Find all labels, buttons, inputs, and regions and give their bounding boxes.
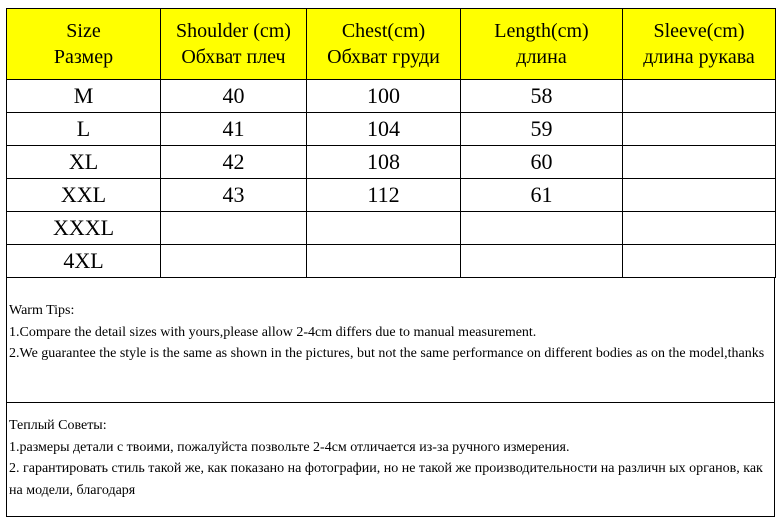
header-sleeve: Sleeve(cm) длина рукава: [623, 9, 776, 80]
cell-shoulder: 43: [161, 179, 307, 212]
cell-shoulder: [161, 212, 307, 245]
tips-line-1: 1.Compare the detail sizes with yours,please allow 2-4cm differs due to manual measurement.: [9, 324, 537, 340]
header-row: [7, 9, 776, 80]
table-row: [7, 212, 776, 245]
cell-chest: 104: [307, 113, 461, 146]
cell-sleeve: [623, 245, 776, 278]
tips-title: Warm Tips:: [9, 303, 75, 318]
cell-length: 61: [461, 179, 623, 212]
size-chart: [6, 8, 775, 517]
warm-tips-russian: [6, 403, 775, 517]
tips-line-1: 1.размеры детали с твоими, пожалуйста позвольте 2-4см отличается из-за ручного измерения.: [9, 439, 570, 455]
cell-size: XL: [7, 146, 161, 179]
table-row: [7, 80, 776, 113]
cell-length: 58: [461, 80, 623, 113]
header-shoulder: Shoulder (cm) Обхват плеч: [161, 9, 307, 80]
cell-sleeve: [623, 113, 776, 146]
cell-chest: [307, 212, 461, 245]
cell-size: XXXL: [7, 212, 161, 245]
header-length: Length(cm) длина: [461, 9, 623, 80]
cell-chest: 112: [307, 179, 461, 212]
cell-sleeve: [623, 80, 776, 113]
table-row: [7, 146, 776, 179]
cell-length: [461, 245, 623, 278]
warm-tips-english: [6, 278, 775, 403]
cell-length: 59: [461, 113, 623, 146]
tips-title: Теплый Советы:: [9, 418, 107, 433]
cell-chest: 100: [307, 80, 461, 113]
cell-size: M: [7, 80, 161, 113]
cell-sleeve: [623, 179, 776, 212]
cell-shoulder: 40: [161, 80, 307, 113]
cell-sleeve: [623, 146, 776, 179]
tips-line-2: 2. гарантировать стиль такой же, как показано на фотографии, но не такой же производительности на различн ых органов, как на модели, благодаря: [9, 461, 763, 498]
cell-chest: [307, 245, 461, 278]
cell-size: 4XL: [7, 245, 161, 278]
table-row: [7, 113, 776, 146]
cell-length: 60: [461, 146, 623, 179]
header-size: Size Размер: [7, 9, 161, 80]
cell-size: XXL: [7, 179, 161, 212]
cell-shoulder: 42: [161, 146, 307, 179]
cell-shoulder: [161, 245, 307, 278]
table-row: [7, 245, 776, 278]
size-table: [6, 8, 776, 278]
table-row: [7, 179, 776, 212]
tips-line-2: 2.We guarantee the style is the same as shown in the pictures, but not the same performance on different bodies as on the model,thanks: [9, 346, 765, 361]
cell-size: L: [7, 113, 161, 146]
cell-chest: 108: [307, 146, 461, 179]
cell-sleeve: [623, 212, 776, 245]
header-chest: Chest(cm) Обхват груди: [307, 9, 461, 80]
cell-shoulder: 41: [161, 113, 307, 146]
cell-length: [461, 212, 623, 245]
